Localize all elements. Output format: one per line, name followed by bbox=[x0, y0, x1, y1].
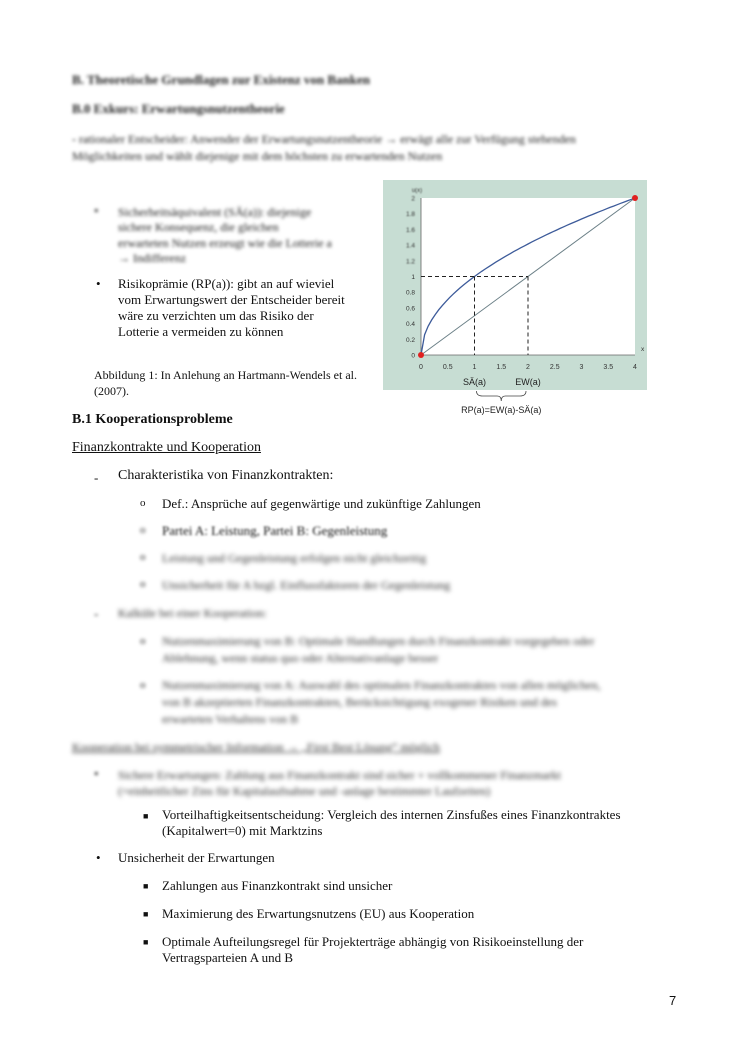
x-tick-label: 4 bbox=[633, 364, 637, 371]
intro-line-2: Möglichkeiten und wählt diejenige mit dem höchsten zu erwartenden Nutzen bbox=[72, 149, 443, 163]
utility-b-line-2: Ablehnung, wenn status quo oder Alternativanlage besser bbox=[162, 651, 439, 665]
page-number: 7 bbox=[669, 993, 677, 1008]
rp-brace bbox=[477, 391, 527, 401]
x-tick-label: 0 bbox=[419, 364, 423, 371]
rp-line-4: Lotterie a vermeiden zu können bbox=[118, 324, 284, 339]
bullet-dot: • bbox=[96, 850, 101, 865]
utility-a-line-2: von B akzeptierten Finanzkontrakten, Berücksichtigung exogener Risiken und des bbox=[162, 695, 557, 709]
bullet-dot: • bbox=[94, 203, 99, 218]
uncertain-payments: Zahlungen aus Finanzkontrakt sind unsicher bbox=[162, 878, 393, 893]
se-line-2: sichere Konsequenz, die gleichen bbox=[118, 220, 279, 234]
rp-label: RP(a)=EW(a)-SÄ(a) bbox=[461, 405, 542, 415]
b1-title: B.1 Kooperationsprobleme bbox=[72, 412, 233, 427]
advantage-line-2: (Kapitalwert=0) mit Marktzins bbox=[162, 823, 323, 838]
x-axis-label: x bbox=[641, 346, 645, 353]
y-tick-label: 0.6 bbox=[405, 305, 415, 313]
y-tick-label: 1.8 bbox=[405, 211, 415, 219]
section-title: B. Theoretische Grundlagen zur Existenz von Banken bbox=[72, 72, 370, 87]
ew-label: EW(a) bbox=[515, 377, 541, 387]
y-tick-label: 1.6 bbox=[405, 226, 415, 234]
rp-line-2: vom Erwartungswert der Entscheider bereit bbox=[118, 292, 345, 307]
allocation-rule-line-2: Vertragsparteien A und B bbox=[162, 950, 294, 965]
x-tick-label: 0.5 bbox=[442, 364, 453, 371]
figure-caption-line-2: (2007). bbox=[94, 384, 129, 398]
square-bullet: ■ bbox=[143, 909, 149, 919]
b1-subtitle: Finanzkontrakte und Kooperation bbox=[72, 440, 261, 455]
characteristics-heading: Charakteristika von Finanzkontrakten: bbox=[118, 468, 334, 483]
y-tick-label: 1.4 bbox=[405, 242, 415, 250]
circle-bullet: o bbox=[140, 635, 146, 647]
bullet-dot: • bbox=[96, 276, 101, 291]
square-bullet: ■ bbox=[143, 937, 149, 947]
intro-line-1: - rationaler Entscheider: Anwender der Erwartungsnutzentheorie → erwägt alle zur Verfügung stehenden bbox=[72, 132, 576, 146]
y-tick-label: 1 bbox=[411, 274, 415, 281]
rp-line-3: wäre zu verzichten um das Risiko der bbox=[118, 308, 314, 323]
endpoint-marker bbox=[632, 195, 638, 201]
uncertainty-heading: Unsicherheit der Erwartungen bbox=[118, 850, 275, 865]
endpoint-marker bbox=[418, 352, 424, 358]
y-tick-label: 0 bbox=[411, 352, 415, 360]
circle-bullet: o bbox=[140, 497, 146, 509]
x-tick-label: 2 bbox=[526, 364, 530, 371]
y-tick-label: 0.2 bbox=[405, 336, 415, 344]
kalkuele-heading: Kalküle bei einer Kooperation: bbox=[118, 606, 267, 620]
circle-bullet: o bbox=[140, 551, 146, 563]
utility-chart bbox=[383, 180, 647, 430]
square-bullet: ■ bbox=[143, 811, 149, 821]
utility-b-line-1: Nutzenmaximierung von B: Optimale Handlungen durch Finanzkontrakt vorgegeben oder bbox=[162, 634, 595, 648]
circle-bullet: o bbox=[140, 679, 146, 691]
dash: - bbox=[94, 470, 99, 485]
x-tick-label: 3.5 bbox=[603, 364, 614, 371]
subsection-title: B.0 Exkurs: Erwartungsnutzentheorie bbox=[72, 101, 285, 116]
bullet-dot: • bbox=[94, 766, 99, 781]
square-bullet: ■ bbox=[143, 881, 149, 891]
utility-a-line-1: Nutzenmaximierung von A: Auswahl des optimalen Finanzkontraktes von allen möglichen, bbox=[162, 678, 601, 692]
rp-line-1: Risikoprämie (RP(a)): gibt an auf wieviel bbox=[118, 276, 335, 291]
utility-chart-svg bbox=[383, 180, 647, 430]
se-line-1: Sicherheitsäquivalent (SÄ(a)): diejenige bbox=[118, 205, 312, 219]
sure-expectations-line-2: (=einheitlicher Zins für Kapitalaufnahme und -anlage bestimmter Laufzeiten) bbox=[118, 784, 491, 798]
figure-caption-line-1: Abbildung 1: In Anlehung an Hartmann-Wendels et al. bbox=[94, 368, 357, 382]
x-tick-label: 2.5 bbox=[549, 364, 560, 371]
circle-bullet: o bbox=[140, 524, 146, 536]
y-tick-label: 2 bbox=[411, 195, 415, 203]
circle-item-1: Def.: Ansprüche auf gegenwärtige und zukünftige Zahlungen bbox=[162, 496, 481, 511]
circle-item-4: Unsicherheit für A bzgl. Einflussfaktoren der Gegenleistung bbox=[162, 578, 451, 592]
x-tick-label: 1.5 bbox=[496, 364, 507, 371]
cooperation-heading: Kooperation bei symmetrischer Information → „First Best Lösung“ möglich bbox=[72, 740, 440, 754]
dash: - bbox=[94, 606, 99, 621]
circle-bullet: o bbox=[140, 578, 146, 590]
circle-item-2: Partei A: Leistung, Partei B: Gegenleistung bbox=[162, 523, 388, 538]
circle-item-3: Leistung und Gegenleistung erfolgen nicht gleichzeitig bbox=[162, 551, 427, 565]
advantage-line-1: Vorteilhaftigkeitsentscheidung: Vergleich des internen Zinsfußes eines Finanzkontraktes bbox=[162, 807, 621, 822]
se-line-4: → Indifferenz bbox=[118, 251, 187, 265]
y-axis-label: u(x) bbox=[411, 188, 423, 194]
se-label: SÄ(a) bbox=[462, 377, 487, 387]
allocation-rule-line-1: Optimale Aufteilungsregel für Projekterträge abhängig von Risikoeinstellung der bbox=[162, 934, 584, 949]
y-tick-label: 1.2 bbox=[405, 258, 415, 266]
maximize-eu: Maximierung des Erwartungsnutzens (EU) aus Kooperation bbox=[162, 906, 475, 921]
se-line-3: erwarteten Nutzen erzeugt wie die Lotterie a bbox=[118, 236, 332, 250]
x-tick-label: 3 bbox=[579, 364, 584, 371]
y-tick-label: 0.8 bbox=[405, 289, 415, 297]
sure-expectations-line-1: Sichere Erwartungen: Zahlung aus Finanzkontrakt sind sicher + vollkommener Finanzmarkt bbox=[118, 768, 561, 782]
x-tick-label: 1 bbox=[472, 364, 477, 371]
utility-a-line-3: erwarteten Verhaltens von B bbox=[162, 712, 299, 726]
y-tick-label: 0.4 bbox=[405, 321, 415, 329]
